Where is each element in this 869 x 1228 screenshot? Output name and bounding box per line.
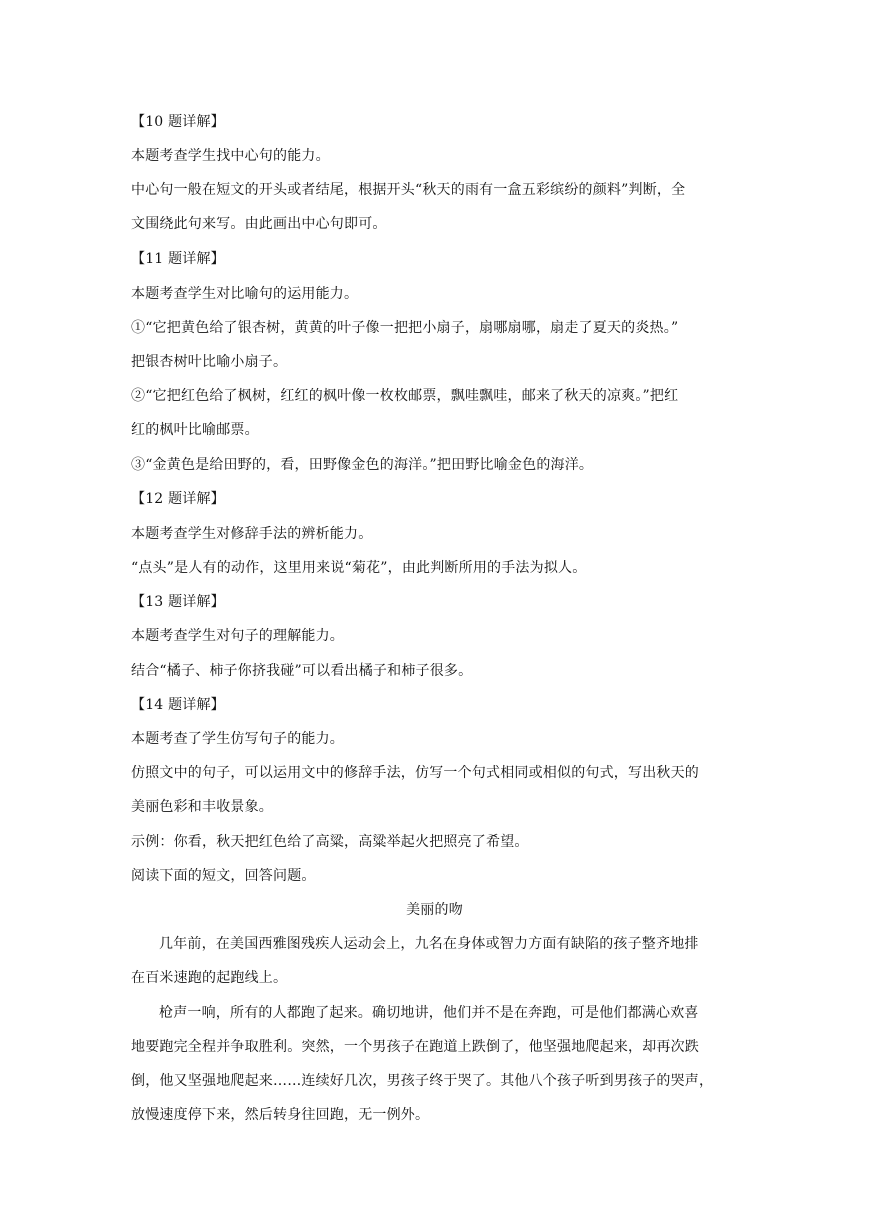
paragraph-line: 仿照文中的句子，可以运用文中的修辞手法，仿写一个句式相同或相似的句式，写出秋天的 [131,765,699,781]
paragraph-line: 本题考查学生找中心句的能力。 [131,148,330,164]
paragraph-line: ③“金黄色是给田野的，看，田野像金色的海洋。”把田野比喻金色的海洋。 [131,457,594,473]
passage-line: 放慢速度停下来，然后转身往回跑，无一例外。 [131,1107,430,1123]
passage-line: 倒，他又坚强地爬起来……连续好几次，男孩子终于哭了。其他八个孩子听到男孩子的哭声， [131,1073,714,1089]
heading-q13: 【13 题详解】 [131,594,225,610]
paragraph-line: 本题考查学生对比喻句的运用能力。 [131,286,359,302]
paragraph-line: ①“它把黄色给了银杏树，黄黄的叶子像一把把小扇子，扇哪扇哪，扇走了夏天的炎热。” [131,320,679,336]
paragraph-line: 红的枫叶比喻邮票。 [131,422,259,438]
paragraph-line: 阅读下面的短文，回答问题。 [131,868,316,884]
paragraph-line: 文围绕此句来写。由此画出中心句即可。 [131,216,387,232]
heading-q11: 【11 题详解】 [131,251,225,267]
heading-q14: 【14 题详解】 [131,697,225,713]
paragraph-line: 示例：你看，秋天把红色给了高粱，高粱举起火把照亮了希望。 [131,834,529,850]
paragraph-line: 本题考查学生对句子的理解能力。 [131,628,344,644]
passage-title: 美丽的吻 [406,902,463,918]
paragraph-line: 本题考查了学生仿写句子的能力。 [131,731,344,747]
paragraph-line: ②“它把红色给了枫树，红红的枫叶像一枚枚邮票，飘哇飘哇，邮来了秋天的凉爽。”把红 [131,388,679,404]
heading-q12: 【12 题详解】 [131,491,225,507]
heading-q10: 【10 题详解】 [131,114,225,130]
paragraph-line: 本题考查学生对修辞手法的辨析能力。 [131,526,373,542]
paragraph-line: 中心句一般在短文的开头或者结尾，根据开头“秋天的雨有一盒五彩缤纷的颜料”判断，全 [131,182,686,198]
passage-line: 在百米速跑的起跑线上。 [131,970,288,986]
paragraph-line: “点头”是人有的动作，这里用来说“菊花”，由此判断所用的手法为拟人。 [131,560,587,576]
passage-line: 地要跑完全程并争取胜利。突然，一个男孩子在跑道上跌倒了，他坚强地爬起来，却再次跌 [131,1039,699,1055]
paragraph-line: 把银杏树叶比喻小扇子。 [131,354,288,370]
passage-line: 几年前，在美国西雅图残疾人运动会上，九名在身体或智力方面有缺陷的孩子整齐地排 [159,936,699,952]
passage-line: 枪声一响，所有的人都跑了起来。确切地讲，他们并不是在奔跑，可是他们都满心欢喜 [159,1005,699,1021]
paragraph-line: 结合“橘子、柿子你挤我碰”可以看出橘子和柿子很多。 [131,663,473,679]
paragraph-line: 美丽色彩和丰收景象。 [131,799,273,815]
